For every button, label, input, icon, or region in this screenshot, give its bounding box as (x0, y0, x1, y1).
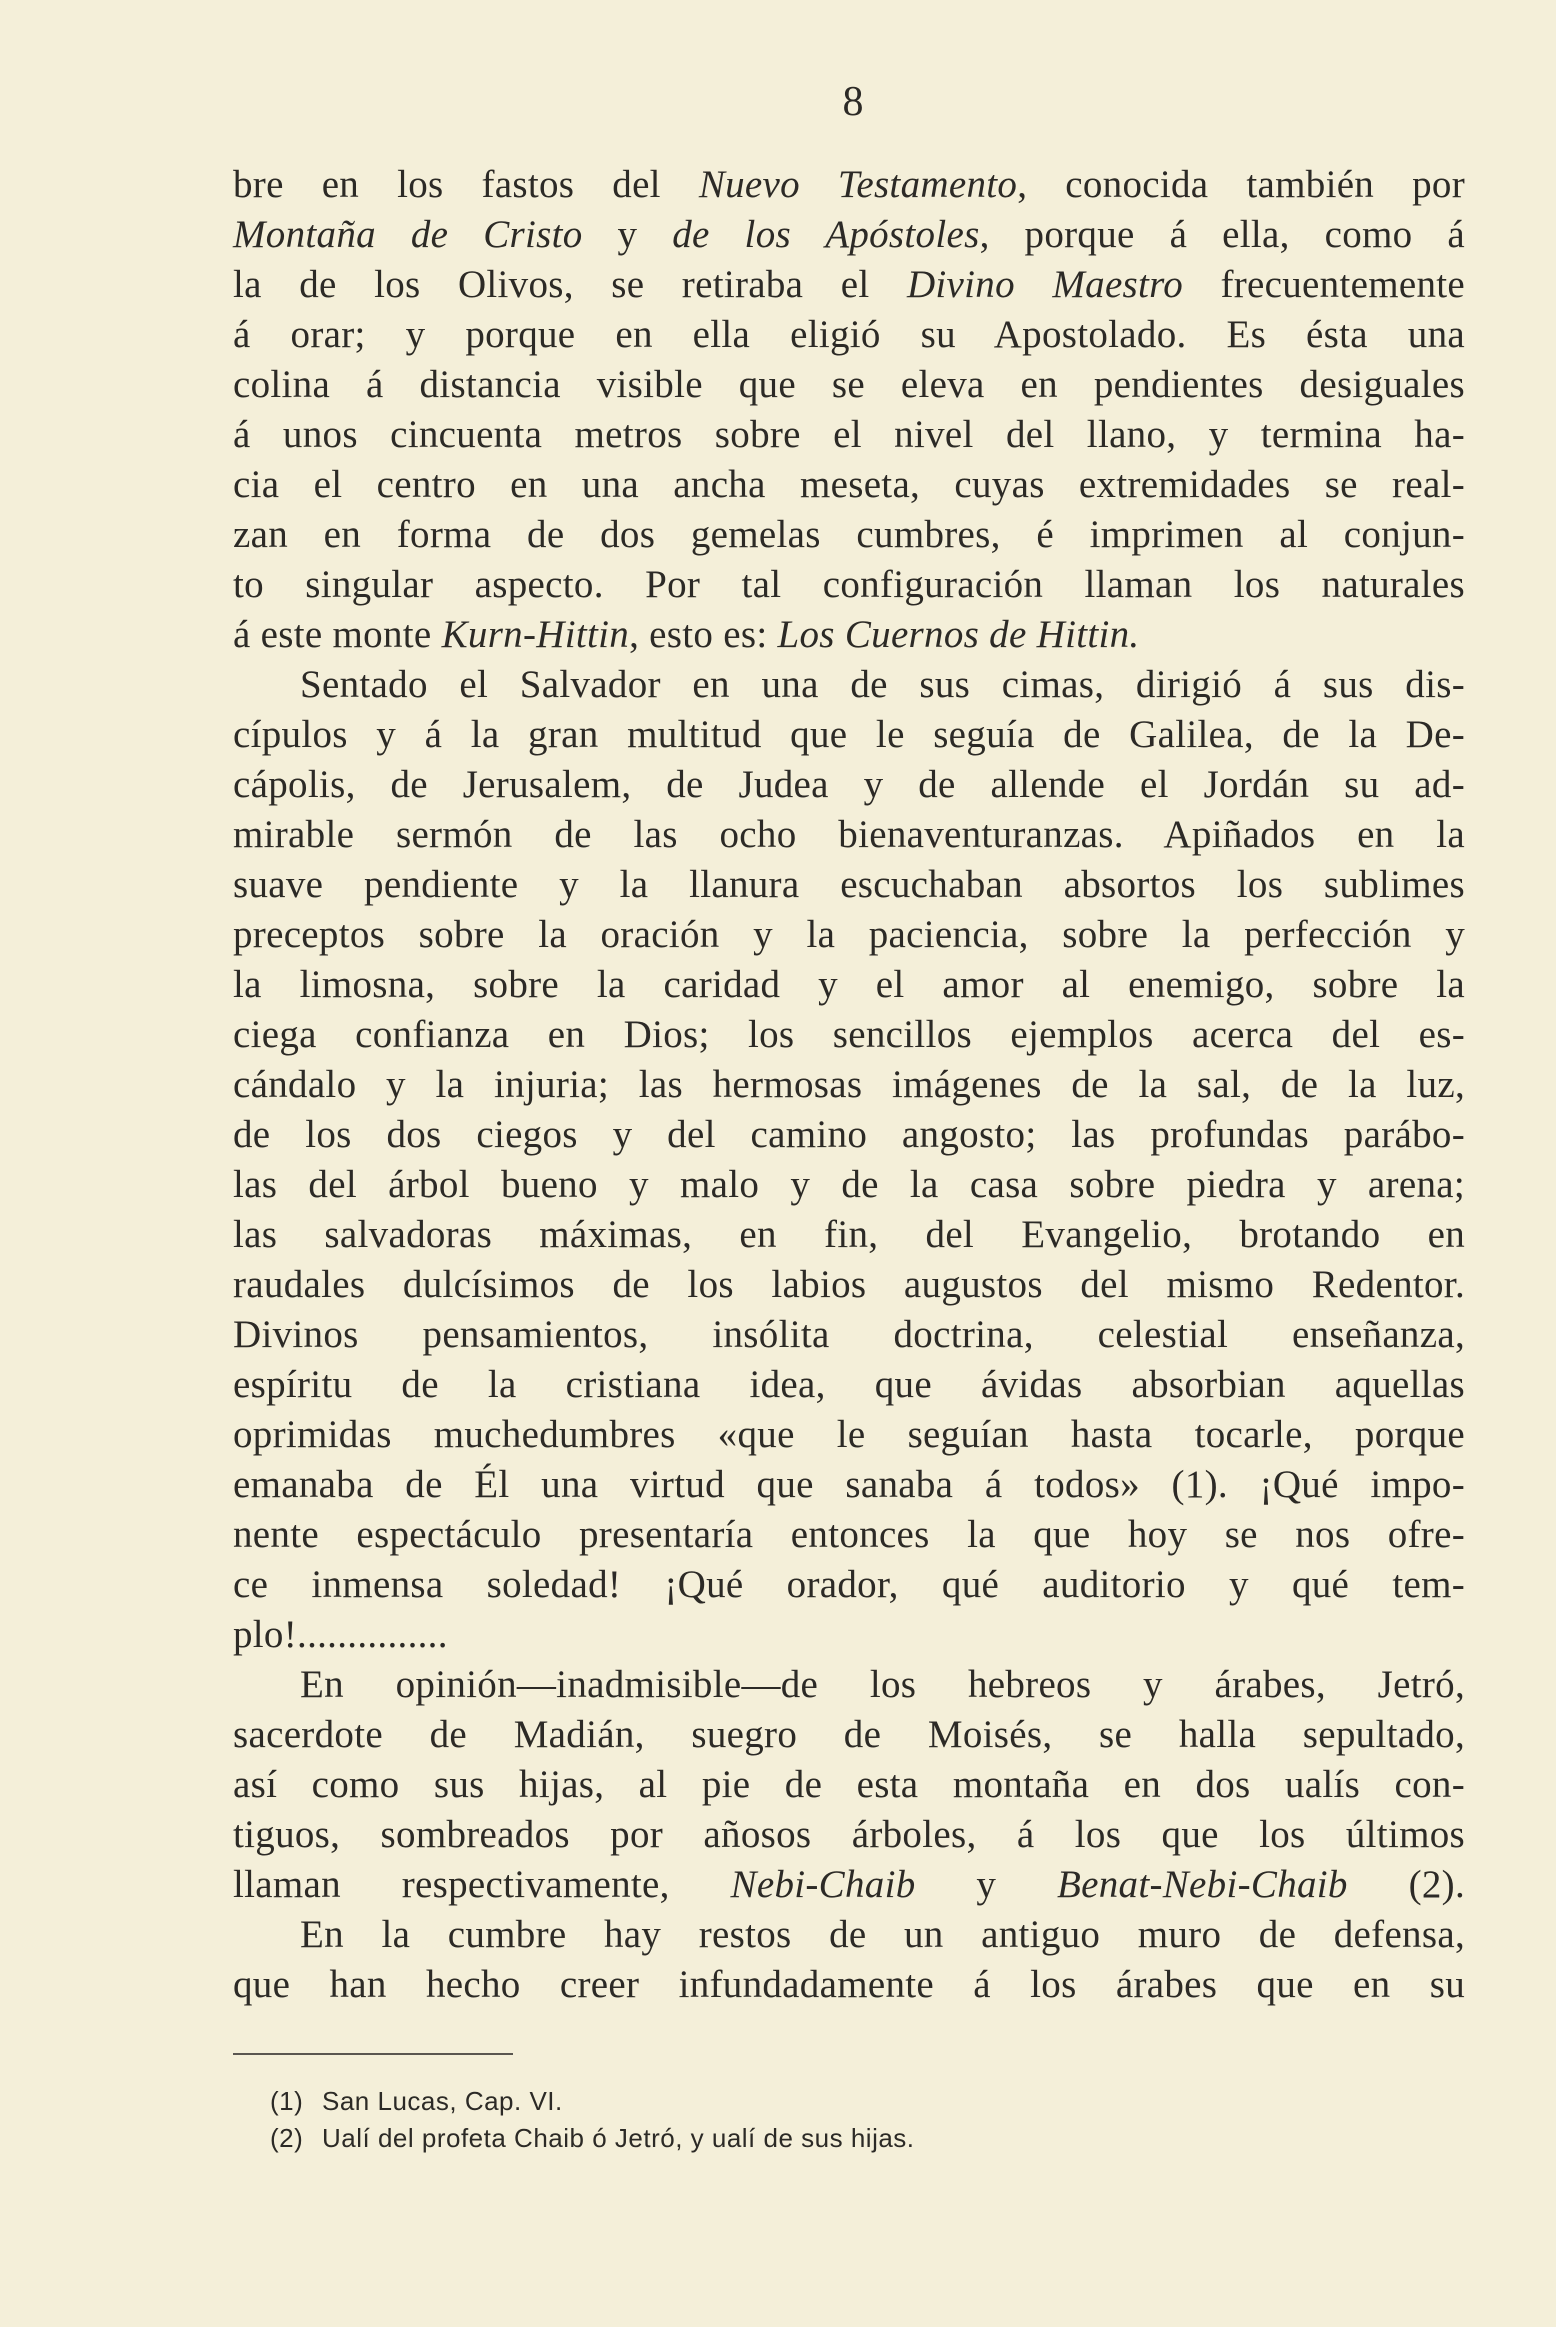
text-run: las del árbol bueno y malo y de la casa sobre piedra y arena; (233, 1163, 1465, 1206)
text-run: , porque á ella, como á (979, 213, 1465, 256)
footnote (270, 2120, 915, 2157)
text-run: zan en forma de dos gemelas cumbres, é imprimen al conjun- (233, 513, 1465, 556)
text-line (233, 960, 1465, 1010)
text-line (233, 760, 1465, 810)
text-run: to singular aspecto. Por tal configuración llaman los naturales (233, 563, 1465, 606)
footnote-text: Ualí del profeta Chaib ó Jetró, y ualí de sus hijas. (322, 2123, 915, 2153)
page-number: 8 (842, 79, 864, 125)
text-run: Divinos pensamientos, insólita doctrina, celestial enseñanza, (233, 1313, 1465, 1356)
text-line (233, 710, 1465, 760)
text-line (233, 860, 1465, 910)
text-line (233, 1810, 1465, 1860)
text-line (233, 1760, 1465, 1810)
italic-text: Kurn-Hittin (441, 613, 630, 656)
text-run: que han hecho creer infundadamente á los árabes que en su (233, 1963, 1465, 2006)
text-run: así como sus hijas, al pie de esta montaña en dos ualís con- (233, 1763, 1465, 1806)
text-line (233, 1360, 1465, 1410)
footnotes (270, 2083, 915, 2157)
text-line (233, 1510, 1465, 1560)
text-run: cándalo y la injuria; las hermosas imágenes de la sal, de la luz, (233, 1063, 1465, 1106)
footnote (270, 2083, 915, 2120)
text-run: suave pendiente y la llanura escuchaban absortos los sublimes (233, 863, 1465, 906)
text-run: En opinión—inadmisible—de los hebreos y árabes, Jetró, (300, 1663, 1465, 1706)
italic-text: Benat-Nebi-Chaib (1056, 1863, 1348, 1906)
text-run: las salvadoras máximas, en fin, del Evangelio, brotando en (233, 1213, 1465, 1256)
text-line (233, 1310, 1465, 1360)
footnote-number: (2) (270, 2123, 304, 2153)
text-line (233, 1060, 1465, 1110)
text-run: la de los Olivos, se retiraba el (233, 263, 907, 306)
text-line (233, 1210, 1465, 1260)
text-line (233, 1710, 1465, 1760)
text-run: En la cumbre hay restos de un antiguo muro de defensa, (300, 1913, 1465, 1956)
italic-text: Nuevo Testamento (698, 163, 1018, 206)
text-line (233, 810, 1465, 860)
text-line (233, 1260, 1465, 1310)
text-line (233, 210, 1465, 260)
text-line (233, 1860, 1465, 1910)
text-run: llaman respectivamente, (233, 1863, 731, 1906)
text-run: y (582, 213, 673, 256)
text-line (233, 510, 1465, 560)
text-run: cípulos y á la gran multitud que le seguía de Galilea, de la De- (233, 713, 1465, 756)
text-run: , esto es: (629, 613, 778, 656)
footnote-number: (1) (270, 2086, 304, 2116)
italic-text: Montaña de Cristo (233, 213, 583, 256)
text-run: colina á distancia visible que se eleva en pendientes desiguales (233, 363, 1465, 406)
text-line (233, 1110, 1465, 1160)
text-line (233, 1610, 1465, 1660)
text-line (233, 1660, 1465, 1710)
text-run: cápolis, de Jerusalem, de Judea y de allende el Jordán su ad- (233, 763, 1465, 806)
text-line (233, 1560, 1465, 1610)
text-run: cia el centro en una ancha meseta, cuyas extremidades se real- (233, 463, 1465, 506)
text-run: á este monte (233, 613, 442, 656)
footnote-divider (233, 2053, 513, 2055)
text-run: la limosna, sobre la caridad y el amor al enemigo, sobre la (233, 963, 1465, 1006)
text-line (233, 360, 1465, 410)
text-run: raudales dulcísimos de los labios augustos del mismo Redentor. (233, 1263, 1465, 1306)
text-line (233, 660, 1465, 710)
text-line (233, 1410, 1465, 1460)
italic-text: Nebi-Chaib (730, 1863, 916, 1906)
text-run: bre en los fastos del (233, 163, 699, 206)
text-line (233, 460, 1465, 510)
italic-text: Los Cuernos de Hittin. (777, 613, 1140, 656)
italic-text: Divino Maestro (906, 263, 1183, 306)
text-run: ce inmensa soledad! ¡Qué orador, qué auditorio y qué tem- (233, 1563, 1465, 1606)
text-run: á orar; y porque en ella eligió su Apostolado. Es ésta una (233, 313, 1465, 356)
text-line (233, 1160, 1465, 1210)
text-run: oprimidas muchedumbres «que le seguían hasta tocarle, porque (233, 1413, 1465, 1456)
text-line (233, 910, 1465, 960)
text-run: sacerdote de Madián, suegro de Moisés, se halla sepultado, (233, 1713, 1465, 1756)
text-line (233, 260, 1465, 310)
italic-text: de los Apóstoles (672, 213, 980, 256)
text-line (233, 1960, 1465, 2010)
text-line (233, 1460, 1465, 1510)
text-run: nente espectáculo presentaría entonces la que hoy se nos ofre- (233, 1513, 1465, 1556)
text-line (233, 310, 1465, 360)
text-line (233, 560, 1465, 610)
text-run: frecuentemente (1183, 263, 1465, 306)
text-run: espíritu de la cristiana idea, que ávidas absorbian aquellas (233, 1363, 1465, 1406)
text-run: plo!............... (233, 1613, 448, 1656)
text-run: tiguos, sombreados por añosos árboles, á los que los últimos (233, 1813, 1465, 1856)
text-run: y (915, 1863, 1057, 1906)
text-run: emanaba de Él una virtud que sanaba á todos» (1). ¡Qué impo- (233, 1463, 1465, 1506)
text-run: ciega confianza en Dios; los sencillos ejemplos acerca del es- (233, 1013, 1465, 1056)
text-line (233, 410, 1465, 460)
body-text (233, 160, 1465, 2010)
text-line (233, 610, 1465, 660)
footnote-text: San Lucas, Cap. VI. (322, 2086, 563, 2116)
text-run: á unos cincuenta metros sobre el nivel del llano, y termina ha- (233, 413, 1465, 456)
text-run: , conocida también por (1017, 163, 1465, 206)
text-run: preceptos sobre la oración y la paciencia, sobre la perfección y (233, 913, 1465, 956)
text-run: de los dos ciegos y del camino angosto; las profundas parábo- (233, 1113, 1465, 1156)
text-line (233, 160, 1465, 210)
text-run: (2). (1347, 1863, 1465, 1906)
text-line (233, 1010, 1465, 1060)
text-run: Sentado el Salvador en una de sus cimas, dirigió á sus dis- (300, 663, 1465, 706)
text-line (233, 1910, 1465, 1960)
text-run: mirable sermón de las ocho bienaventuranzas. Apiñados en la (233, 813, 1465, 856)
